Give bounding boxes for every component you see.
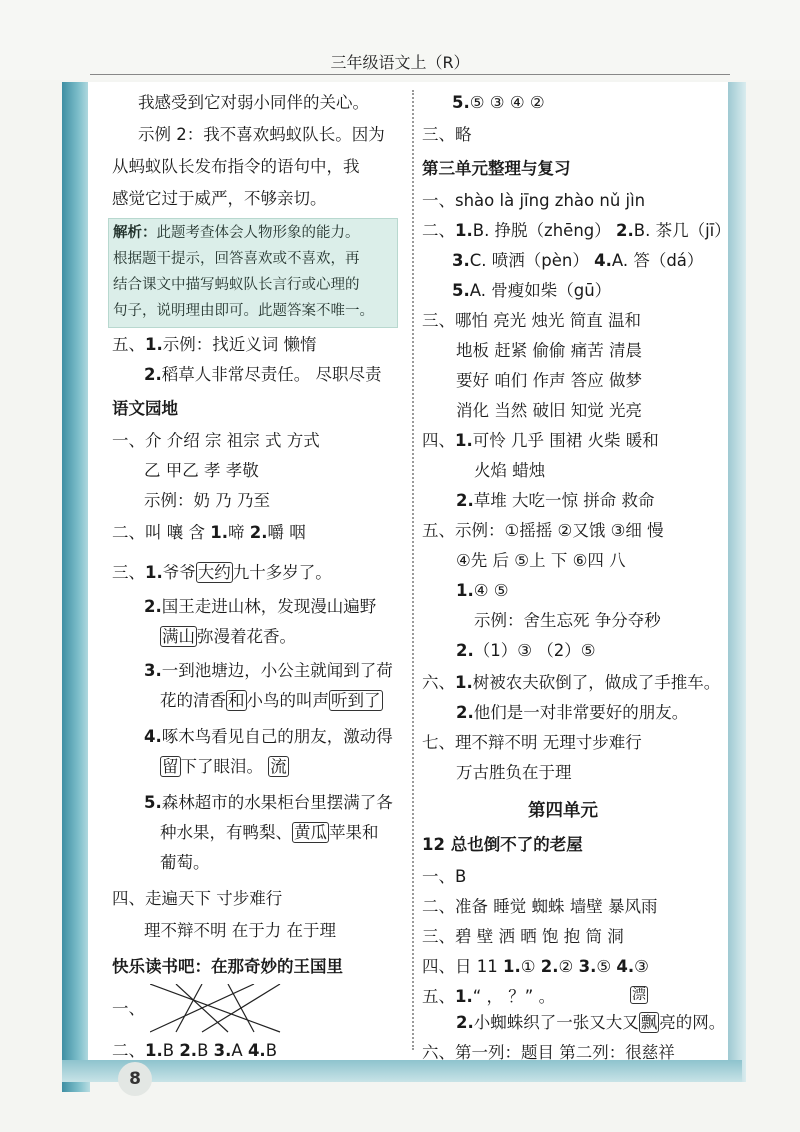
analysis-text-4: 句子，说明理由即可。此题答案不唯一。	[113, 303, 374, 319]
left-line-4: 感觉它过于威严，不够亲切。	[112, 189, 327, 208]
right-san: 三、略	[422, 125, 472, 144]
header-rule	[90, 74, 730, 75]
lesson-wu-2: 2.小蜘蛛织了一张又大又 飘 亮的网。	[456, 1013, 726, 1032]
right-san2-2: 地板 赶紧 偷偷 痛苦 清晨	[456, 341, 642, 360]
right-san2-3: 要好 咱们 作声 答应 做梦	[456, 371, 642, 390]
right-er-3: 5.A. 骨瘦如柴（gū）	[452, 281, 612, 300]
left-line-3: 从蚂蚁队长发布指令的语句中，我	[112, 157, 360, 176]
lesson-title: 12 总也倒不了的老屋	[422, 835, 583, 854]
matching-lines-diagram	[150, 984, 290, 1034]
analysis-label: 解析：	[113, 224, 157, 241]
left-san-3b: 花的清香 和 小鸟的叫声 听到了	[160, 691, 381, 710]
marked-word-box: 飘	[640, 1013, 658, 1032]
left-yi-2: 乙 甲乙 孝 孝敬	[144, 461, 259, 480]
analysis-text-1: 此题考查体会人物形象的能力。	[156, 225, 360, 241]
right-liu-2: 2.他们是一对非常要好的朋友。	[456, 703, 689, 722]
lesson-yi: 一、B	[422, 867, 467, 886]
left-line-1: 我感受到它对弱小同伴的关心。	[138, 93, 369, 112]
left-si-2: 理不辩不明 在于力 在于理	[144, 921, 336, 940]
right-wu-4: 示例：舍生忘死 争分夺秒	[474, 611, 661, 630]
left-yi-1: 一、介 介绍 宗 祖宗 式 方式	[112, 431, 320, 450]
right-er-1: 二、1.B. 挣脱（zhēng） 2.B. 茶几（jī）	[422, 221, 731, 240]
page-header: 三年级语文上（R）	[330, 53, 470, 72]
left-si-1: 四、走遍天下 寸步难行	[112, 889, 283, 908]
lesson-wu-1: 五、1.“ ， ？” 。	[422, 987, 556, 1006]
right-san2-1: 三、哪怕 亮光 烛光 简直 温和	[422, 311, 641, 330]
right-si-1: 四、1.可怜 几乎 围裙 火柴 暖和	[422, 431, 659, 450]
left-er: 二、叫 嚷 含 1.啼 2.嚼 咽	[112, 523, 306, 542]
left-san-3a: 3.一到池塘边，小公主就闻到了荷	[144, 661, 393, 680]
left-san-4b: 留 下了眼泪。 流	[162, 757, 287, 776]
left-san-5a: 5.森林超市的水果柜台里摆满了各	[144, 793, 393, 812]
lesson-liu: 六、第一列：题目 第二列：很慈祥	[422, 1043, 675, 1062]
right-si-3: 2.草堆 大吃一惊 拼命 救命	[456, 491, 655, 510]
left-san-2b: 满山 弥漫着花香。	[162, 627, 296, 646]
marked-word-box: 听到了	[331, 691, 381, 710]
right-wu-1: 五、示例：①摇摇 ②又饿 ③细 慢	[422, 521, 664, 540]
right-si-2: 火焰 蜡烛	[474, 461, 546, 480]
marked-word-box: 和	[228, 691, 245, 710]
column-divider	[412, 90, 414, 1050]
left-san-2a: 2.国王走进山林，发现漫山遍野	[144, 597, 377, 616]
left-wu-2: 2.稻草人非常尽责任。 尽职尽责	[144, 365, 382, 384]
right-wu-2: ④先 后 ⑤上 下 ⑥四 八	[456, 551, 626, 570]
book-edge-left	[62, 82, 90, 1092]
left-yi-3: 示例：奶 乃 乃至	[144, 491, 270, 510]
right-yi: 一、shào là jīng zhào nǔ jìn	[422, 191, 646, 210]
analysis-text-2: 根据题干提示，回答喜欢或不喜欢，再	[113, 251, 360, 267]
right-er-2: 3.C. 喷洒（pèn） 4.A. 答（dá）	[452, 251, 704, 270]
left-san-5b: 种水果，有鸭梨、 黄瓜 苹果和	[160, 823, 379, 842]
left-san-1: 三、1.爷爷 大约 九十多岁了。	[112, 563, 332, 582]
left-wu-1: 五、1.示例：找近义词 懒惰	[112, 335, 317, 354]
section-title-unit4: 第四单元	[528, 801, 598, 821]
lesson-san: 三、碧 壁 洒 晒 饱 抱 筒 洞	[422, 927, 624, 946]
section-title-unit3: 第三单元整理与复习	[422, 159, 571, 178]
left-yi2-prefix: 一、	[112, 999, 145, 1018]
marked-word-box: 黄瓜	[294, 823, 327, 842]
marked-word-box: 留	[162, 757, 179, 776]
correction-box-top: 漂	[632, 987, 646, 1003]
marked-word-box: 大约	[197, 563, 231, 582]
right-san2-4: 消化 当然 破旧 知觉 光亮	[456, 401, 642, 420]
section-title-kldsb: 快乐读书吧：在那奇妙的王国里	[112, 957, 343, 976]
marked-word-box: 满山	[162, 627, 195, 646]
right-wu-3: 1.④ ⑤	[456, 581, 509, 600]
lesson-er: 二、准备 睡觉 蜘蛛 墙壁 暴风雨	[422, 897, 658, 916]
lesson-si: 四、日 11 1.① 2.② 3.⑤ 4.③	[422, 957, 649, 976]
left-line-2: 示例 2：我不喜欢蚂蚁队长。因为	[138, 125, 385, 144]
analysis-text-3: 结合课文中描写蚂蚁队长言行或心理的	[113, 277, 360, 293]
left-er2: 二、1.B 2.B 3.A 4.B	[112, 1041, 278, 1060]
right-r5: 5.⑤ ③ ④ ②	[452, 93, 545, 112]
page-number: 8	[118, 1062, 152, 1096]
section-title-ywyd: 语文园地	[112, 399, 178, 418]
right-qi-2: 万古胜负在于理	[456, 763, 572, 782]
marked-word-box: 流	[270, 757, 287, 776]
right-liu-1: 六、1.树被农夫砍倒了，做成了手推车。	[422, 673, 721, 692]
right-wu-5: 2.（1）③ （2）⑤	[456, 641, 596, 660]
right-qi-1: 七、理不辩不明 无理寸步难行	[422, 733, 642, 752]
left-san-5c: 葡萄。	[160, 853, 210, 872]
left-san-4a: 4.啄木鸟看见自己的朋友，激动得	[144, 727, 393, 746]
analysis-note	[108, 218, 398, 328]
